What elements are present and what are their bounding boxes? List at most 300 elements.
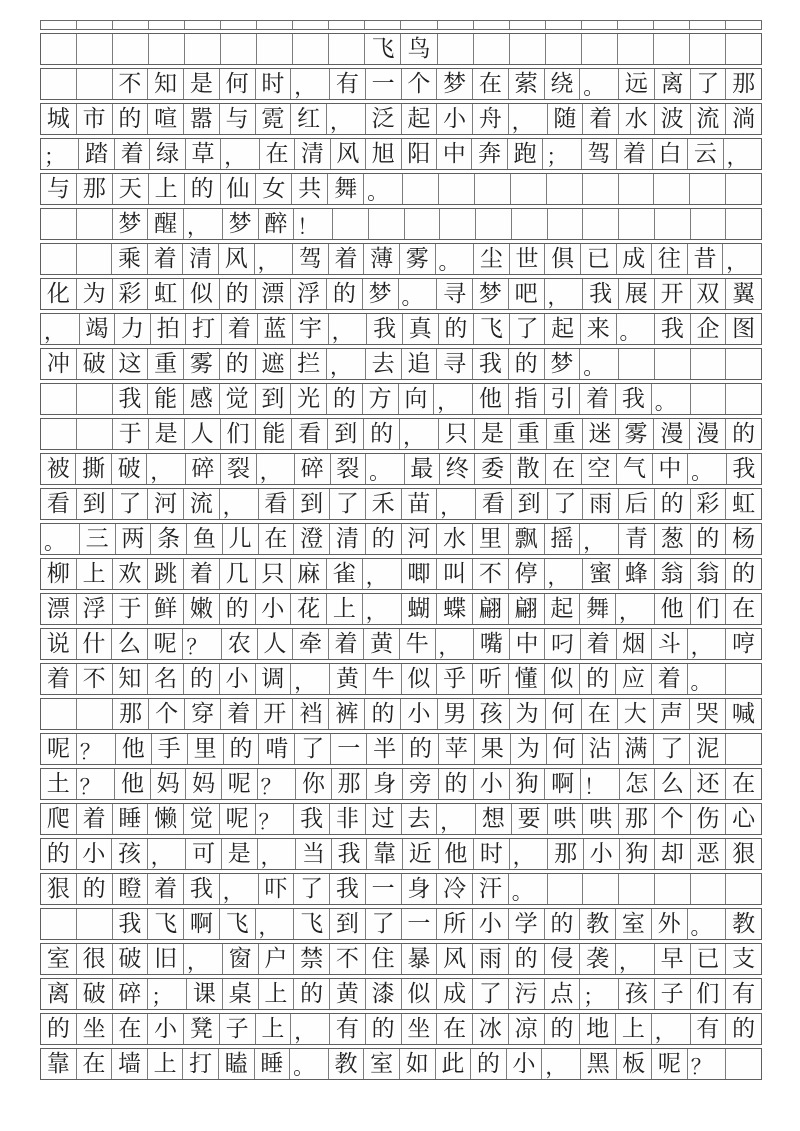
- character-cell: 室: [616, 909, 652, 939]
- character-cell: 名: [148, 664, 184, 694]
- essay-row: [40, 418, 762, 450]
- empty-grid-cell: [726, 34, 761, 64]
- empty-grid-cell: [333, 209, 369, 239]
- character-cell: 波: [655, 104, 691, 134]
- character-cell: 鲜: [148, 594, 184, 624]
- partial-grid-cell: [113, 21, 149, 29]
- character-cell: 醒: [148, 209, 184, 239]
- character-cell: 吓: [259, 874, 295, 904]
- character-cell: 打: [186, 314, 222, 344]
- character-cell: 的: [691, 524, 727, 554]
- character-cell: 我: [113, 909, 149, 939]
- composition-sheet: [40, 20, 762, 1083]
- character-cell: 那: [77, 174, 113, 204]
- character-cell: ，: [184, 209, 223, 239]
- partial-grid-cell: [618, 21, 654, 29]
- character-cell: 的: [439, 769, 475, 799]
- character-cell: 住: [366, 944, 402, 974]
- character-cell: 梦: [473, 279, 509, 309]
- essay-row: [40, 768, 762, 800]
- character-cell: 哭: [690, 699, 726, 729]
- character-cell: 云: [688, 139, 723, 169]
- character-cell: 伤: [691, 804, 727, 834]
- essay-row: [40, 1013, 762, 1045]
- character-cell: 坐: [402, 1014, 438, 1044]
- character-cell: 嚣: [184, 104, 220, 134]
- empty-grid-cell: [369, 209, 405, 239]
- character-cell: ，: [545, 279, 584, 309]
- character-cell: 呢: [41, 734, 77, 764]
- character-cell: 板: [617, 1049, 653, 1079]
- character-cell: 学: [509, 909, 545, 939]
- character-cell: 看: [259, 489, 295, 519]
- character-cell: 。: [436, 244, 475, 274]
- character-cell: 水: [619, 104, 655, 134]
- character-cell: 室: [364, 1049, 400, 1079]
- partial-grid-row-top: [40, 20, 762, 30]
- character-cell: 似: [545, 664, 581, 694]
- character-cell: 葱: [655, 524, 691, 554]
- empty-grid-cell: [41, 244, 77, 274]
- character-cell: 于: [113, 594, 149, 624]
- character-cell: 桌: [223, 979, 259, 1009]
- character-cell: ，: [184, 944, 223, 974]
- character-cell: 停: [509, 559, 545, 589]
- empty-grid-cell: [440, 209, 476, 239]
- character-cell: 小: [256, 594, 292, 624]
- character-cell: 共: [292, 174, 328, 204]
- empty-grid-cell: [257, 34, 293, 64]
- essay-row: [40, 943, 762, 975]
- character-cell: 袭: [580, 944, 616, 974]
- empty-grid-cell: [474, 34, 510, 64]
- character-cell: ，: [220, 489, 259, 519]
- character-cell: 追: [402, 349, 438, 379]
- character-cell: 妈: [151, 769, 187, 799]
- character-cell: 旁: [403, 769, 439, 799]
- character-cell: 翁: [655, 559, 691, 589]
- character-cell: 在: [437, 1014, 473, 1044]
- character-cell: 踏: [79, 139, 114, 169]
- character-cell: 教: [329, 1049, 365, 1079]
- character-cell: 里: [473, 524, 509, 554]
- character-cell: 身: [402, 874, 438, 904]
- character-cell: 到: [294, 489, 330, 519]
- partial-grid-cell: [546, 21, 582, 29]
- character-cell: ，: [509, 104, 548, 134]
- character-cell: 。: [580, 349, 619, 379]
- character-cell: 成: [437, 979, 473, 1009]
- character-cell: 乘: [112, 244, 148, 274]
- partial-grid-cell: [690, 21, 726, 29]
- character-cell: 教: [732, 911, 756, 937]
- character-cell: 梦: [223, 209, 259, 239]
- character-cell: 一: [366, 69, 402, 99]
- character-cell: 上: [256, 1014, 292, 1044]
- character-cell: 彩: [691, 489, 727, 519]
- character-cell: 个: [655, 804, 691, 834]
- character-cell: 我: [367, 314, 403, 344]
- character-cell: ，: [542, 1049, 581, 1079]
- character-cell: 看: [476, 489, 512, 519]
- empty-grid-cell: [293, 34, 329, 64]
- character-cell: 我: [184, 874, 220, 904]
- character-cell: 要: [512, 804, 548, 834]
- character-cell: 不: [77, 664, 113, 694]
- character-cell: 来: [581, 314, 617, 344]
- character-cell: 的: [732, 1016, 756, 1042]
- character-cell: ，: [726, 250, 748, 274]
- empty-grid-cell: [619, 174, 655, 204]
- character-cell: 的: [113, 104, 149, 134]
- character-cell: 梦: [113, 209, 149, 239]
- empty-grid-cell: [329, 34, 365, 64]
- character-cell: 他: [116, 734, 152, 764]
- character-cell: 条: [151, 524, 187, 554]
- character-cell: ，: [41, 314, 80, 344]
- character-cell: 已: [691, 944, 727, 974]
- character-cell: 小: [220, 664, 256, 694]
- character-cell: 坐: [77, 1014, 113, 1044]
- character-cell: 么: [112, 629, 148, 659]
- character-cell: ！: [294, 209, 333, 239]
- character-cell: 气: [617, 454, 652, 484]
- character-cell: 满: [619, 734, 655, 764]
- character-cell: 碎: [186, 454, 221, 484]
- character-cell: ，: [255, 244, 294, 274]
- character-cell: 穿: [185, 699, 221, 729]
- character-cell: 跑: [508, 139, 543, 169]
- character-cell: 翩: [473, 594, 509, 624]
- character-cell: 在: [259, 524, 295, 554]
- character-cell: 了: [330, 489, 366, 519]
- character-cell: 的: [655, 489, 691, 519]
- empty-grid-cell: [511, 174, 547, 204]
- character-cell: ，: [327, 349, 366, 379]
- character-cell: 我: [113, 384, 149, 414]
- character-cell: 在: [260, 139, 295, 169]
- character-cell: 破: [77, 979, 113, 1009]
- character-cell: 了: [366, 909, 402, 939]
- empty-grid-cell: [41, 384, 77, 414]
- essay-row: [40, 803, 762, 835]
- character-cell: 的: [41, 839, 77, 869]
- character-cell: 开: [655, 279, 691, 309]
- character-cell: 支: [732, 946, 756, 972]
- character-cell: 妈: [186, 769, 222, 799]
- character-cell: 着: [184, 559, 220, 589]
- character-cell: ，: [291, 69, 330, 99]
- empty-grid-cell: [654, 34, 690, 64]
- character-cell: ，: [291, 1014, 330, 1044]
- character-cell: 雀: [327, 559, 363, 589]
- character-cell: 果: [475, 734, 511, 764]
- character-cell: ，: [257, 454, 295, 484]
- character-cell: 去: [366, 349, 402, 379]
- character-cell: 是: [184, 69, 220, 99]
- character-cell: 们: [691, 979, 727, 1009]
- character-cell: 了: [654, 734, 690, 764]
- character-cell: ，: [510, 839, 549, 869]
- character-cell: ，: [688, 629, 727, 659]
- character-cell: 孩: [112, 839, 148, 869]
- character-cell: 远: [619, 69, 655, 99]
- essay-row: [40, 138, 762, 170]
- character-cell: 到: [256, 384, 292, 414]
- character-cell: 半: [367, 734, 403, 764]
- essay-row: [40, 278, 762, 310]
- character-cell: 觉: [184, 804, 220, 834]
- character-cell: 的: [220, 279, 256, 309]
- character-cell: 了: [294, 874, 330, 904]
- character-cell: 喧: [148, 104, 184, 134]
- character-cell: 应: [616, 664, 652, 694]
- character-cell: 孩: [474, 699, 510, 729]
- character-cell: 鱼: [187, 524, 223, 554]
- character-cell: 侵: [545, 944, 581, 974]
- essay-row: [40, 488, 762, 520]
- empty-grid-cell: [583, 209, 619, 239]
- character-cell: 绿: [150, 139, 185, 169]
- character-cell: 翁: [691, 559, 727, 589]
- character-cell: 遮: [256, 349, 292, 379]
- character-cell: 摇: [545, 524, 581, 554]
- character-cell: 红: [291, 104, 327, 134]
- character-cell: 离: [655, 69, 691, 99]
- character-cell: 竭: [80, 314, 116, 344]
- character-cell: 起: [545, 594, 581, 624]
- partial-grid-cell: [365, 21, 401, 29]
- character-cell: 的: [184, 664, 220, 694]
- character-cell: 驾: [582, 139, 617, 169]
- empty-grid-cell: [726, 349, 761, 379]
- character-cell: 绕: [545, 69, 581, 99]
- character-cell: 着: [148, 874, 184, 904]
- character-cell: ，: [256, 909, 295, 939]
- character-cell: 图: [732, 316, 756, 342]
- character-cell: 还: [691, 769, 727, 799]
- empty-grid-cell: [405, 209, 441, 239]
- character-cell: 展: [619, 279, 655, 309]
- character-cell: 的: [509, 944, 545, 974]
- sheet-grid: [40, 33, 762, 1080]
- empty-grid-cell: [726, 874, 761, 904]
- character-cell: 恶: [691, 839, 727, 869]
- character-cell: 为: [510, 699, 546, 729]
- character-cell: 漫: [690, 419, 726, 449]
- essay-row: [40, 173, 762, 205]
- character-cell: 着: [329, 244, 365, 274]
- character-cell: 旧: [148, 944, 184, 974]
- character-cell: 三: [80, 524, 116, 554]
- partial-grid-cell: [41, 21, 77, 29]
- character-cell: 牵: [293, 629, 329, 659]
- empty-grid-cell: [726, 664, 761, 694]
- character-cell: 。: [688, 909, 727, 939]
- character-cell: 麻: [291, 559, 327, 589]
- character-cell: 小: [148, 1014, 184, 1044]
- essay-row: [40, 453, 762, 485]
- character-cell: 却: [655, 839, 691, 869]
- character-cell: 心: [732, 806, 756, 832]
- character-cell: 人: [258, 629, 294, 659]
- partial-grid-cell: [329, 21, 365, 29]
- character-cell: 么: [655, 769, 691, 799]
- character-cell: 那: [619, 804, 655, 834]
- character-cell: 看: [41, 489, 77, 519]
- empty-grid-cell: [726, 734, 761, 764]
- empty-grid-cell: [476, 209, 512, 239]
- character-cell: 所: [437, 909, 473, 939]
- character-cell: 啊: [184, 909, 220, 939]
- character-cell: 着: [583, 104, 619, 134]
- character-cell: 在: [732, 771, 756, 797]
- character-cell: 我: [330, 874, 366, 904]
- character-cell: 蝶: [437, 594, 473, 624]
- character-cell: 蜂: [619, 559, 655, 589]
- character-cell: 他: [115, 769, 151, 799]
- character-cell: 到: [330, 909, 366, 939]
- character-cell: 汗: [473, 874, 509, 904]
- character-cell: 的: [509, 349, 545, 379]
- character-cell: 起: [545, 314, 581, 344]
- character-cell: 浮: [77, 594, 113, 624]
- character-cell: 我: [583, 279, 619, 309]
- character-cell: 户: [259, 944, 295, 974]
- character-cell: 俱: [545, 244, 581, 274]
- empty-grid-cell: [41, 699, 77, 729]
- character-cell: 呢: [652, 1049, 688, 1079]
- character-cell: 是: [222, 839, 258, 869]
- character-cell: 女: [256, 174, 292, 204]
- empty-grid-cell: [439, 174, 475, 204]
- character-cell: 。: [364, 174, 403, 204]
- character-cell: 飞: [148, 909, 184, 939]
- essay-row: [40, 558, 762, 590]
- character-cell: 中: [510, 629, 546, 659]
- character-cell: 舟: [473, 104, 509, 134]
- character-cell: ，: [327, 104, 366, 134]
- character-cell: 知: [113, 664, 149, 694]
- character-cell: ，: [434, 384, 473, 414]
- character-cell: 裆: [293, 699, 329, 729]
- character-cell: 可: [186, 839, 222, 869]
- character-cell: 风: [219, 244, 255, 274]
- character-cell: 飞: [220, 909, 256, 939]
- character-cell: 翼: [732, 281, 756, 307]
- character-cell: 随: [548, 104, 584, 134]
- empty-grid-cell: [221, 34, 257, 64]
- essay-row: [40, 593, 762, 625]
- character-cell: 碎: [295, 454, 330, 484]
- character-cell: 。: [509, 874, 548, 904]
- character-cell: 草: [186, 139, 221, 169]
- character-cell: 着: [77, 804, 113, 834]
- character-cell: 知: [148, 69, 184, 99]
- character-cell: 的: [224, 734, 260, 764]
- character-cell: 清: [330, 524, 366, 554]
- character-cell: ，: [147, 454, 185, 484]
- character-cell: 大: [618, 699, 654, 729]
- character-cell: 叫: [437, 559, 473, 589]
- character-cell: 舞: [580, 594, 616, 624]
- character-cell: 有: [732, 981, 756, 1007]
- character-cell: 着: [581, 629, 617, 659]
- essay-row: [40, 313, 762, 345]
- character-cell: 漂: [41, 594, 77, 624]
- character-cell: 花: [291, 594, 327, 624]
- character-cell: 空: [582, 454, 617, 484]
- character-cell: 的: [732, 421, 756, 447]
- character-cell: 终: [440, 454, 475, 484]
- character-cell: 何: [547, 734, 583, 764]
- character-cell: 狗: [620, 839, 656, 869]
- character-cell: 了: [473, 979, 509, 1009]
- character-cell: 与: [220, 104, 256, 134]
- character-cell: ，: [652, 1014, 691, 1044]
- character-cell: 教: [580, 909, 616, 939]
- empty-grid-cell: [548, 209, 584, 239]
- character-cell: 着: [580, 384, 616, 414]
- empty-grid-cell: [582, 34, 618, 64]
- character-cell: 于: [113, 419, 149, 449]
- character-cell: 个: [149, 699, 185, 729]
- character-cell: 裂: [221, 454, 256, 484]
- character-cell: ，: [580, 524, 619, 554]
- character-cell: 拍: [151, 314, 187, 344]
- character-cell: 黄: [364, 629, 400, 659]
- character-cell: 感: [184, 384, 220, 414]
- character-cell: 外: [652, 909, 688, 939]
- character-cell: 柳: [41, 559, 77, 589]
- character-cell: 。: [399, 279, 438, 309]
- empty-grid-cell: [77, 69, 113, 99]
- partial-grid-cell: [149, 21, 185, 29]
- character-cell: ，: [258, 839, 297, 869]
- character-cell: 上: [148, 1049, 184, 1079]
- character-cell: 起: [402, 104, 438, 134]
- empty-grid-cell: [41, 34, 77, 64]
- character-cell: 醉: [259, 209, 295, 239]
- character-cell: 被: [41, 454, 76, 484]
- character-cell: 乎: [437, 664, 473, 694]
- character-cell: 的: [327, 279, 363, 309]
- character-cell: 睡: [113, 804, 149, 834]
- empty-grid-cell: [690, 174, 726, 204]
- title-character-cell: 飞: [365, 34, 401, 64]
- character-cell: 何: [220, 69, 256, 99]
- character-cell: 流: [184, 489, 220, 519]
- empty-grid-cell: [547, 174, 583, 204]
- empty-grid-cell: [546, 34, 582, 64]
- character-cell: 向: [399, 384, 435, 414]
- character-cell: 流: [691, 104, 727, 134]
- character-cell: 打: [183, 1049, 219, 1079]
- character-cell: 在: [113, 1014, 149, 1044]
- character-cell: 黄: [330, 979, 366, 1009]
- empty-grid-cell: [583, 874, 619, 904]
- character-cell: 时: [256, 69, 292, 99]
- character-cell: 什: [77, 629, 113, 659]
- character-cell: 着: [115, 139, 150, 169]
- character-cell: 不: [330, 944, 366, 974]
- character-cell: 那: [113, 699, 149, 729]
- character-cell: 迷: [583, 419, 619, 449]
- character-cell: 着: [222, 314, 258, 344]
- character-cell: 是: [475, 419, 511, 449]
- partial-grid-cell: [510, 21, 546, 29]
- character-cell: 澄: [294, 524, 330, 554]
